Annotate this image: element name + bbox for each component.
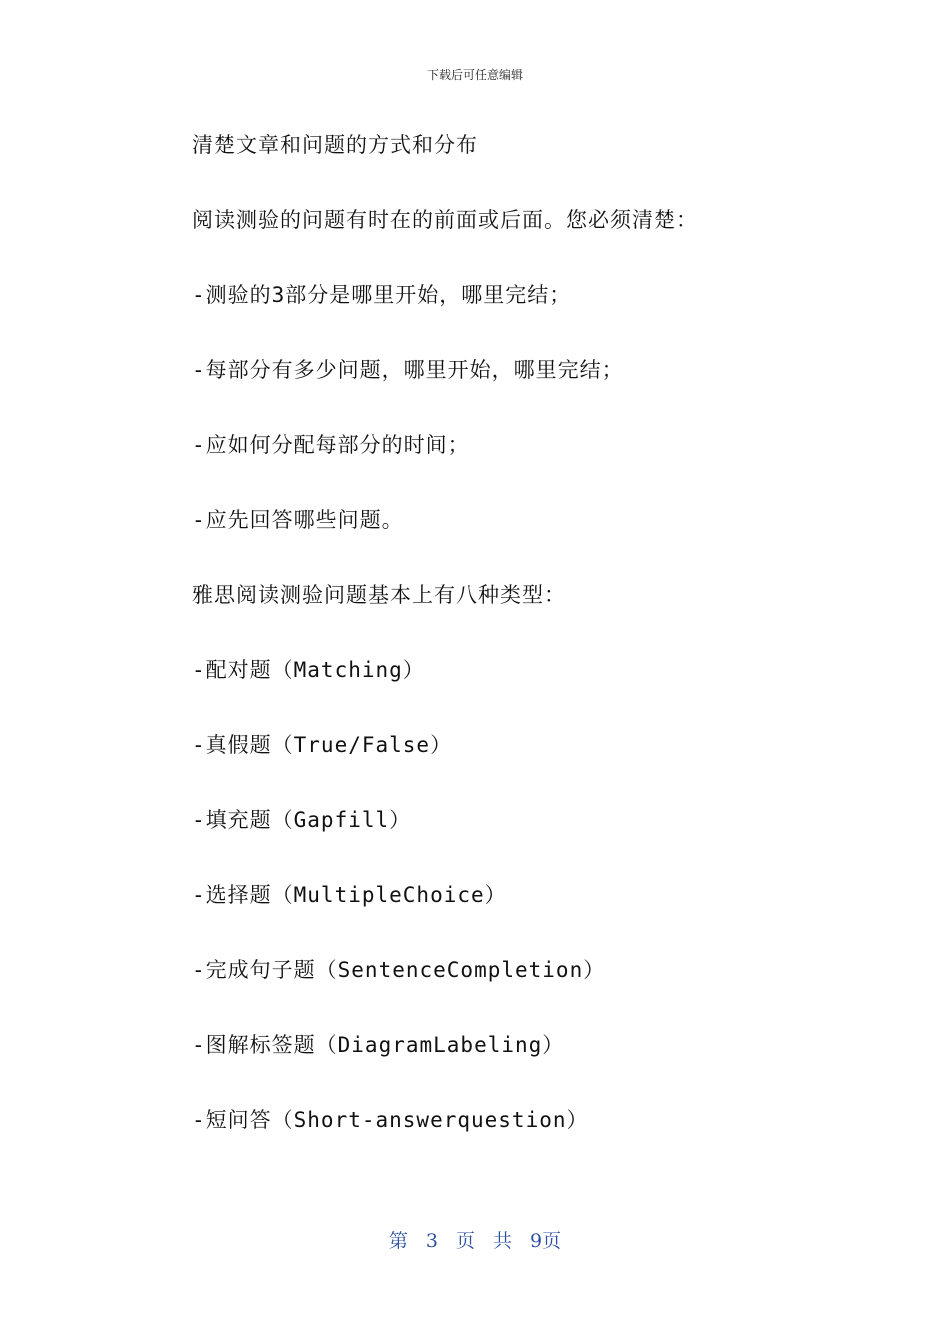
paragraph-line: 雅思阅读测验问题基本上有八种类型： <box>192 583 566 607</box>
list-item: -完成句子题（SentenceCompletion） <box>192 958 606 982</box>
list-item: -短问答（Short-answerquestion） <box>192 1108 589 1132</box>
list-item: -填充题（Gapfill） <box>192 808 412 832</box>
page-header: 下载后可任意编辑 <box>426 68 523 82</box>
page-body <box>192 128 832 1178</box>
list-item: -选择题（MultipleChoice） <box>192 883 507 907</box>
page-footer <box>0 1226 950 1253</box>
footer-prefix: 第 <box>388 1230 408 1252</box>
paragraph-line: 清楚文章和问题的方式和分布 <box>192 133 478 157</box>
list-item: -图解标签题（DiagramLabeling） <box>192 1033 565 1057</box>
list-item: -配对题（Matching） <box>192 658 425 682</box>
total-pages: 9页 <box>530 1230 562 1252</box>
footer-total-label: 共 <box>493 1230 513 1252</box>
paragraph-line: -应如何分配每部分的时间； <box>192 433 470 457</box>
list-item: -真假题（True/False） <box>192 733 453 757</box>
paragraph-line: -每部分有多少问题，哪里开始，哪里完结； <box>192 358 624 382</box>
footer-page-label: 页 <box>455 1230 475 1252</box>
paragraph-line: 阅读测验的问题有时在的前面或后面。您必须清楚： <box>192 208 698 232</box>
paragraph-line: -应先回答哪些问题。 <box>192 508 404 532</box>
current-page-number: 3 <box>425 1230 438 1252</box>
paragraph-line: -测验的3部分是哪里开始，哪里完结； <box>192 283 572 307</box>
